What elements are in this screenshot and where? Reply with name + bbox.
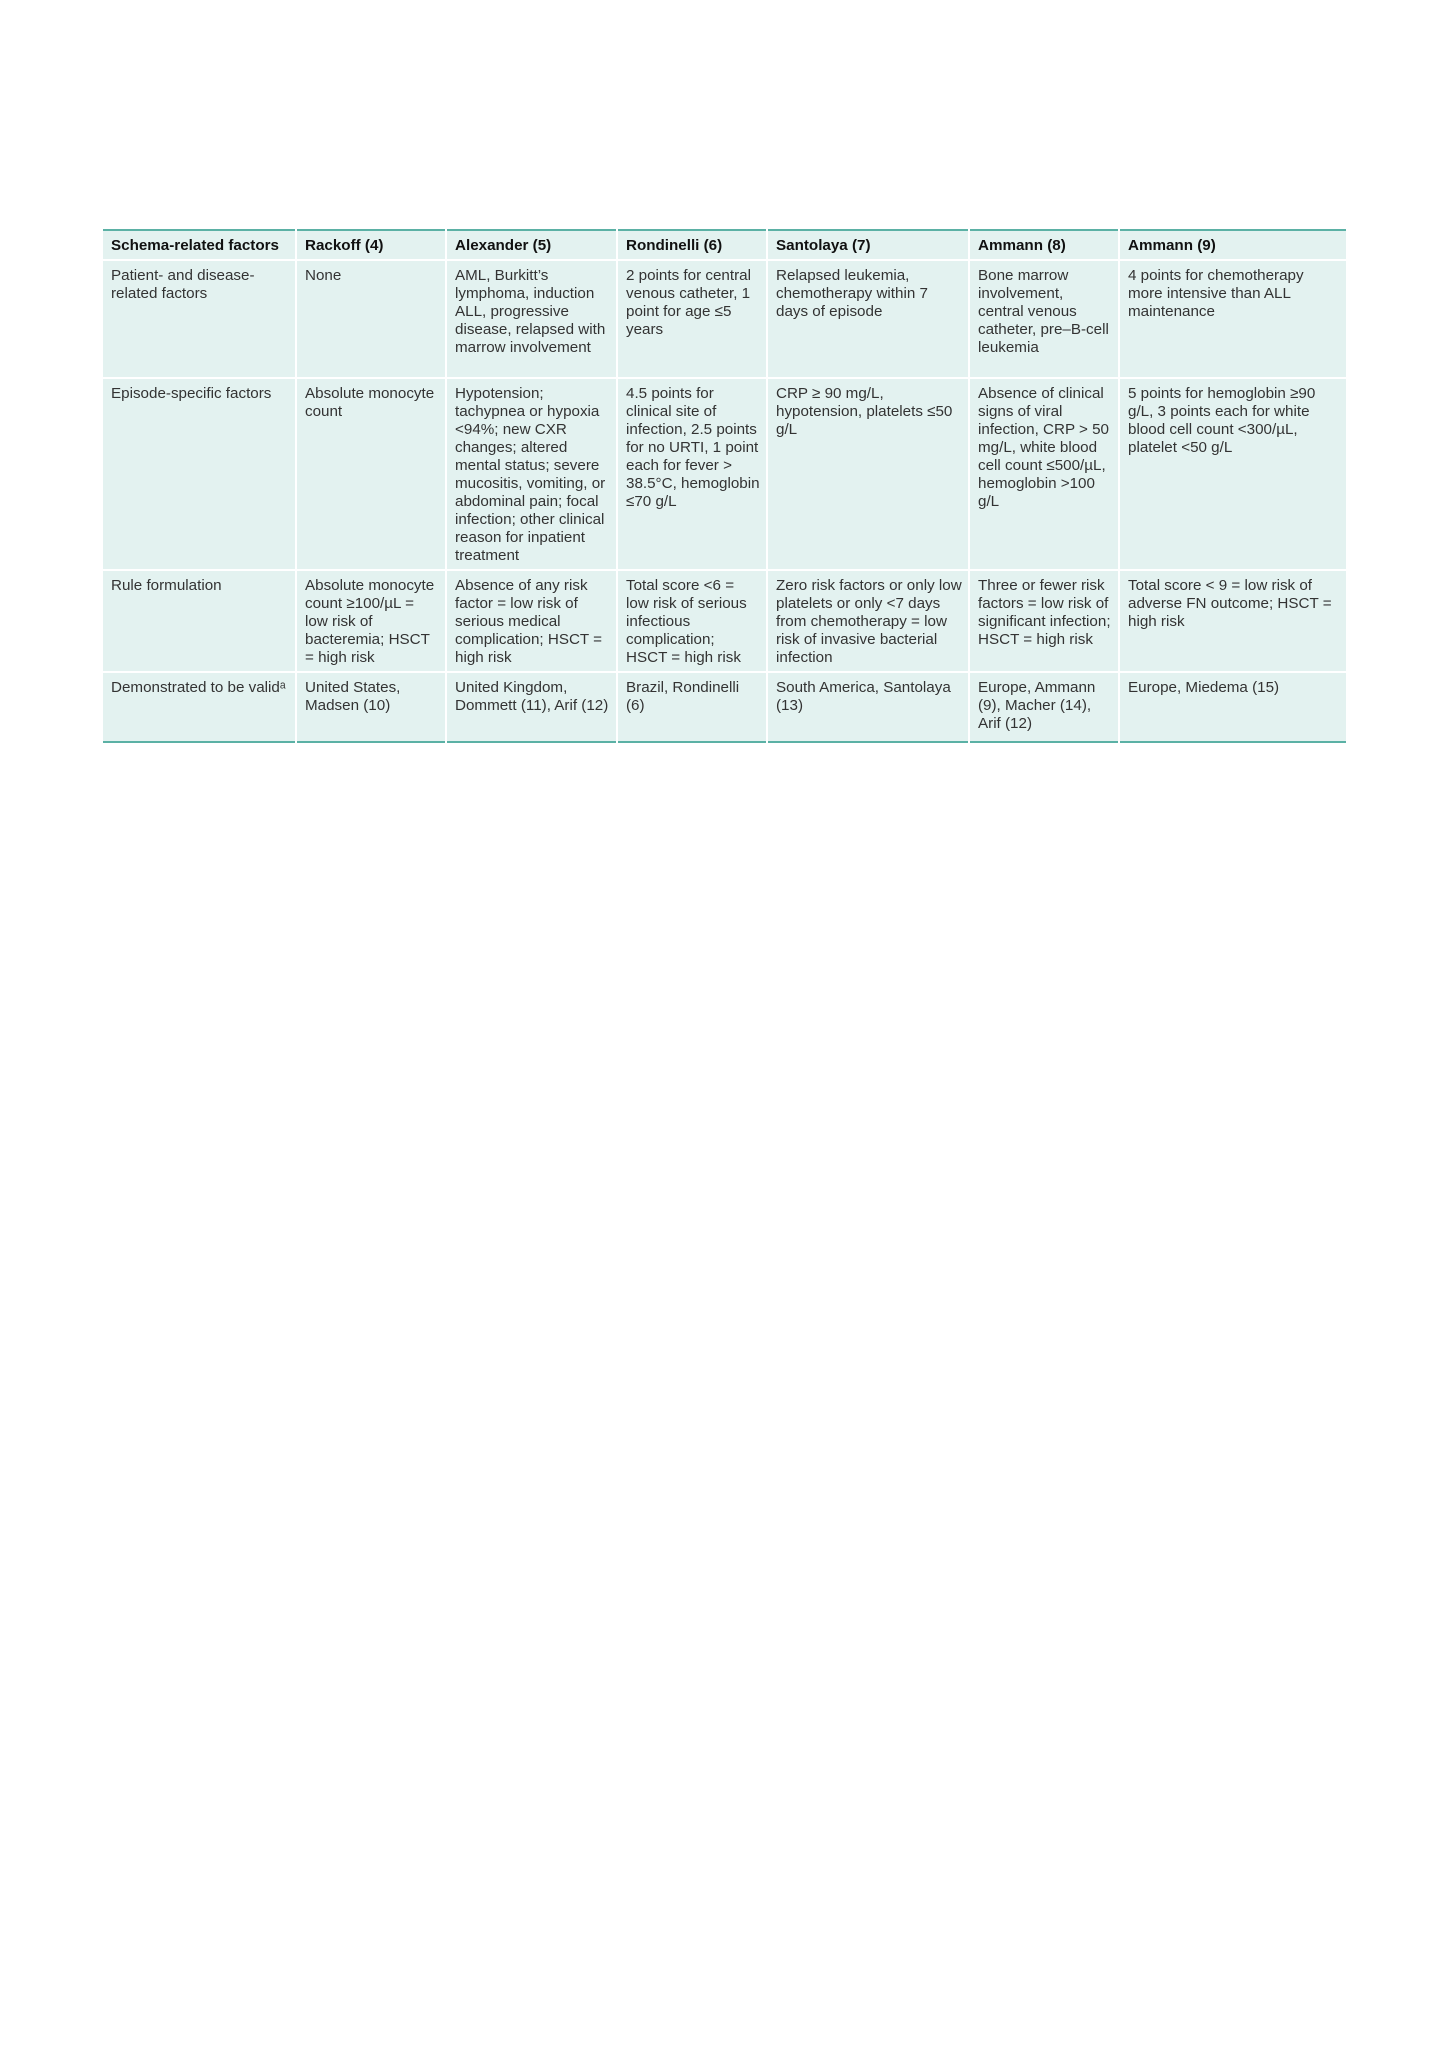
- table-cell: Brazil, Rondinelli (6): [617, 672, 767, 742]
- table-cell: Absolute monocyte count ≥100/µL = low risk of bacteremia; HSCT = high risk: [296, 570, 446, 672]
- table-row-rule-formulation: [103, 570, 1346, 672]
- table-cell: Absolute monocyte count: [296, 378, 446, 570]
- table-cell: 2 points for central venous catheter, 1 point for age ≤5 years: [617, 260, 767, 378]
- table-cell: None: [296, 260, 446, 378]
- table-cell: Total score < 9 = low risk of adverse FN outcome; HSCT = high risk: [1119, 570, 1346, 672]
- header-rackoff: Rackoff (4): [296, 230, 446, 260]
- table-cell: AML, Burkitt’s lymphoma, induction ALL, progressive disease, relapsed with marrow involvement: [446, 260, 617, 378]
- table-cell: Bone marrow involvement, central venous catheter, pre–B-cell leukemia: [969, 260, 1119, 378]
- table-cell: Absence of any risk factor = low risk of serious medical complication; HSCT = high risk: [446, 570, 617, 672]
- header-schema-related-factors: Schema-related factors: [103, 230, 296, 260]
- header-santolaya: Santolaya (7): [767, 230, 969, 260]
- table-cell: United Kingdom, Dommett (11), Arif (12): [446, 672, 617, 742]
- row-label: Patient- and disease-related factors: [103, 260, 296, 378]
- header-rondinelli: Rondinelli (6): [617, 230, 767, 260]
- risk-schema-table: [103, 229, 1346, 743]
- table-cell: United States, Madsen (10): [296, 672, 446, 742]
- table-cell: 5 points for hemoglobin ≥90 g/L, 3 points each for white blood cell count <300/µL, platelet <50 g/L: [1119, 378, 1346, 570]
- table-row-episode-specific-factors: [103, 378, 1346, 570]
- header-alexander: Alexander (5): [446, 230, 617, 260]
- table-cell: CRP ≥ 90 mg/L, hypotension, platelets ≤50 g/L: [767, 378, 969, 570]
- row-label: Rule formulation: [103, 570, 296, 672]
- table-cell: Zero risk factors or only low platelets or only <7 days from chemotherapy = low risk of invasive bacterial infection: [767, 570, 969, 672]
- table-cell: Hypotension; tachypnea or hypoxia <94%; new CXR changes; altered mental status; severe mucositis, vomiting, or abdominal pain; focal infection; other clinical reason for inpatient treatment: [446, 378, 617, 570]
- table-cell: 4 points for chemotherapy more intensive than ALL maintenance: [1119, 260, 1346, 378]
- table-cell: Relapsed leukemia, chemotherapy within 7 days of episode: [767, 260, 969, 378]
- row-label: Episode-specific factors: [103, 378, 296, 570]
- table-row-demonstrated-valid: [103, 672, 1346, 742]
- table-header-row: [103, 230, 1346, 260]
- table-cell: Total score <6 = low risk of serious infectious complication; HSCT = high risk: [617, 570, 767, 672]
- table-cell: Europe, Miedema (15): [1128, 679, 1280, 696]
- risk-schema-table-container: [103, 229, 1346, 743]
- table-cell: South America, Santolaya (13): [767, 672, 969, 742]
- table-cell: Absence of clinical signs of viral infection, CRP > 50 mg/L, white blood cell count ≤500/µL, hemoglobin >100 g/L: [969, 378, 1119, 570]
- row-label: Demonstrated to be validᵃ: [103, 672, 296, 742]
- table-row-patient-disease-factors: [103, 260, 1346, 378]
- table-cell: Three or fewer risk factors = low risk of significant infection; HSCT = high risk: [969, 570, 1119, 672]
- table-cell: Europe, Ammann (9), Macher (14), Arif (12): [969, 672, 1119, 742]
- header-ammann-8: Ammann (8): [969, 230, 1119, 260]
- table-cell: 4.5 points for clinical site of infection, 2.5 points for no URTI, 1 point each for fever > 38.5°C, hemoglobin ≤70 g/L: [617, 378, 767, 570]
- header-ammann-9: Ammann (9): [1119, 230, 1346, 260]
